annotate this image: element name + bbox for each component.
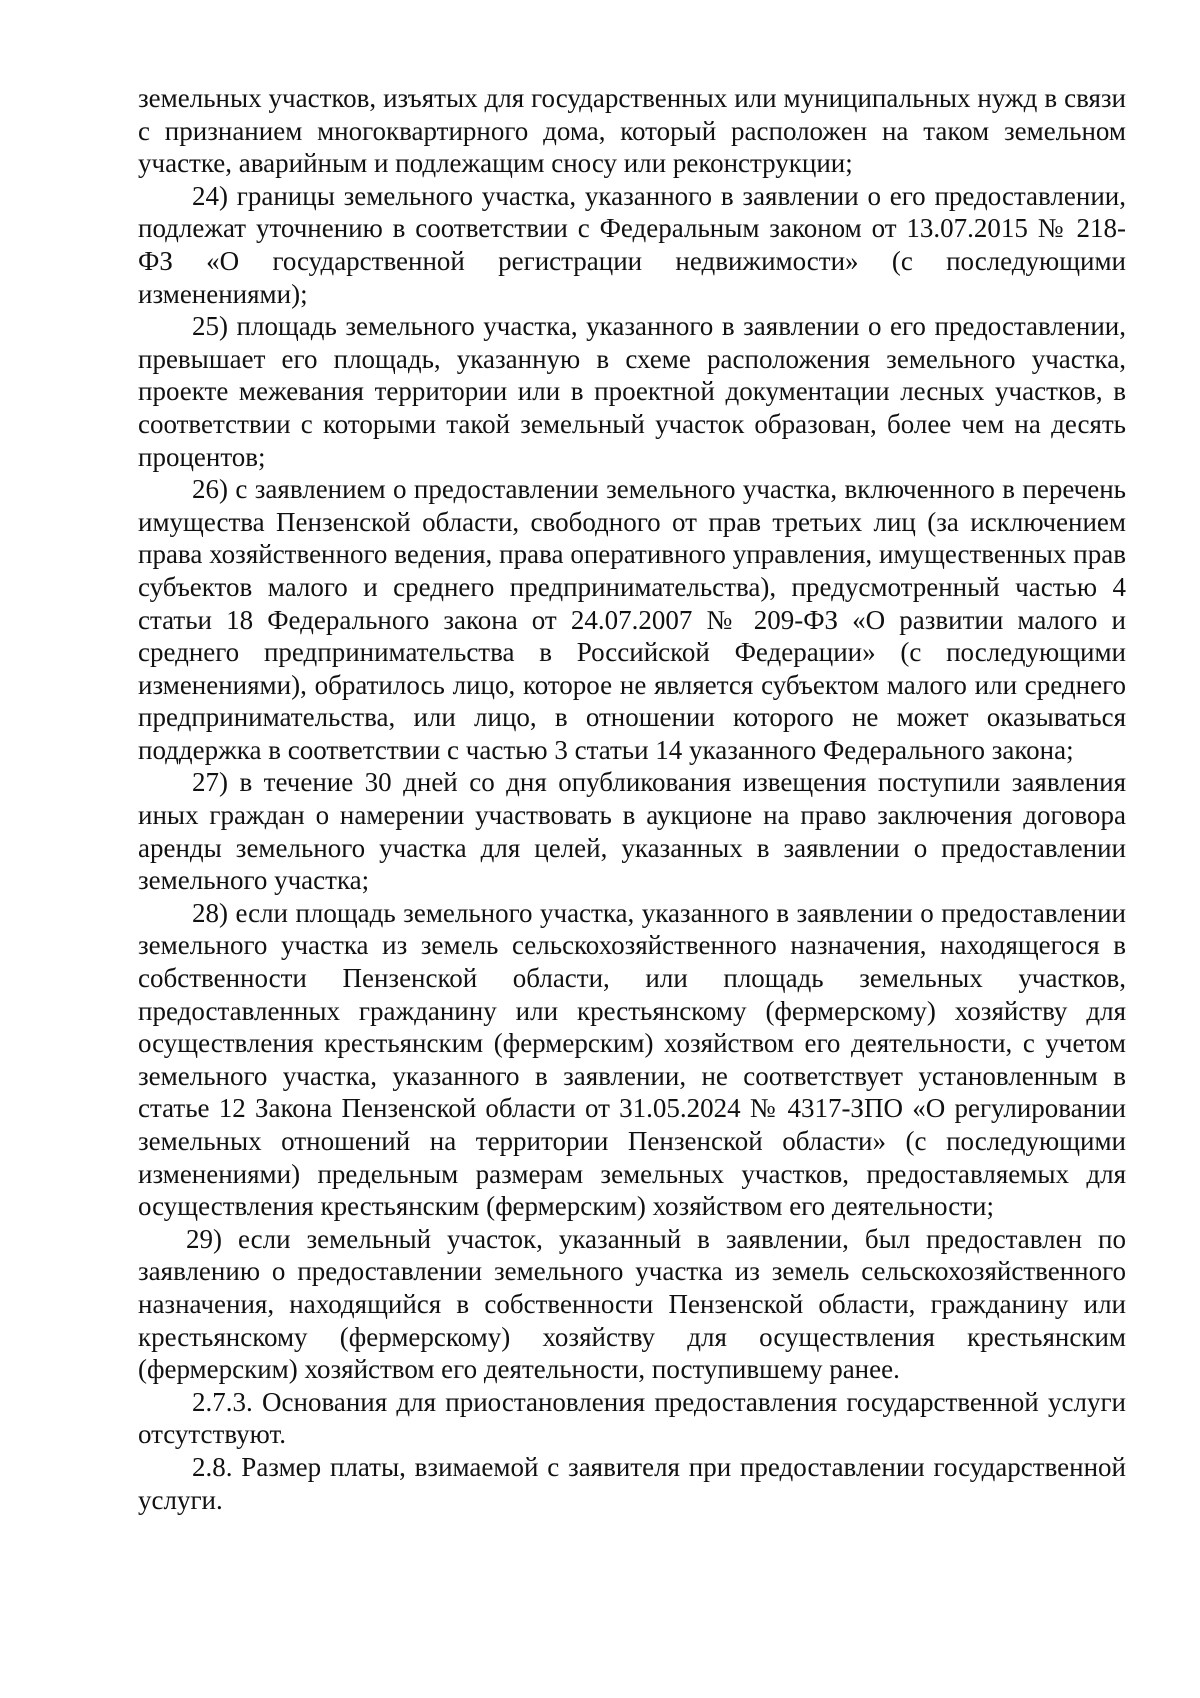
paragraph-item-25: 25) площадь земельного участка, указанного в заявлении о его предоставлении, превышает его площадь, указанную в схеме расположения земельного участка, проекте межевания территории или в проектной документации лесных участков, в соответствии с которыми такой земельный участок образован, более чем на десять процентов;	[138, 311, 1126, 472]
paragraph-item-27: 27) в течение 30 дней со дня опубликования извещения поступили заявления иных граждан о намерении участвовать в аукционе на право заключения договора аренды земельного участка для целей, указанных в заявлении о предоставлении земельного участка;	[138, 767, 1126, 896]
paragraph-section-2-8: 2.8. Размер платы, взимаемой с заявителя при предоставлении государственной услуги.	[138, 1451, 1126, 1515]
paragraph-continuation: земельных участков, изъятых для государственных или муниципальных нужд в связи с признанием многоквартирного дома, который расположен на таком земельном участке, аварийным и подлежащим сносу или реконструкции;	[138, 83, 1126, 179]
paragraph-item-28: 28) если площадь земельного участка, указанного в заявлении о предоставлении земельного участка из земель сельскохозяйственного назначения, находящегося в собственности Пензенской области, или площадь земельных участков, предоставленных гражданину или крестьянскому (фермерскому) хозяйству для осуществления крестьянским (фермерским) хозяйством его деятельности, с учетом земельного участка, указанного в заявлении, не соответствует установленным в статье 12 Закона Пензенской области от 31.05.2024 № 4317-ЗПО «О регулировании земельных отношений на территории Пензенской области» (с последующими изменениями) предельным размерам земельных участков, предоставляемых для осуществления крестьянским (фермерским) хозяйством его деятельности;	[138, 897, 1126, 1222]
paragraph-item-26: 26) с заявлением о предоставлении земельного участка, включенного в перечень имущества Пензенской области, свободного от прав третьих лиц (за исключением права хозяйственного ведения, права оперативного управления, имущественных прав субъектов малого и среднего предпринимательства), предусмотренный частью 4 статьи 18 Федерального закона от 24.07.2007 № 209-ФЗ «О развитии малого и среднего предпринимательства в Российской Федерации» (с последующими изменениями), обратилось лицо, которое не является субъектом малого или среднего предпринимательства, или лицо, в отношении которого не может оказываться поддержка в соответствии с частью 3 статьи 14 указанного Федерального закона;	[138, 474, 1126, 765]
paragraph-section-2-7-3: 2.7.3. Основания для приостановления предоставления государственной услуги отсутствуют.	[138, 1386, 1126, 1450]
paragraph-item-24: 24) границы земельного участка, указанного в заявлении о его предоставлении, подлежат уточнению в соответствии с Федеральным законом от 13.07.2015 № 218-ФЗ «О государственной регистрации недвижимости» (с последующими изменениями);	[138, 180, 1126, 309]
document-page	[138, 82, 1126, 1516]
paragraph-item-29: 29) если земельный участок, указанный в заявлении, был предоставлен по заявлению о предоставлении земельного участка из земель сельскохозяйственного назначения, находящийся в собственности Пензенской области, гражданину или крестьянскому (фермерскому) хозяйству для осуществления крестьянским (фермерским) хозяйством его деятельности, поступившему ранее.	[138, 1223, 1126, 1385]
